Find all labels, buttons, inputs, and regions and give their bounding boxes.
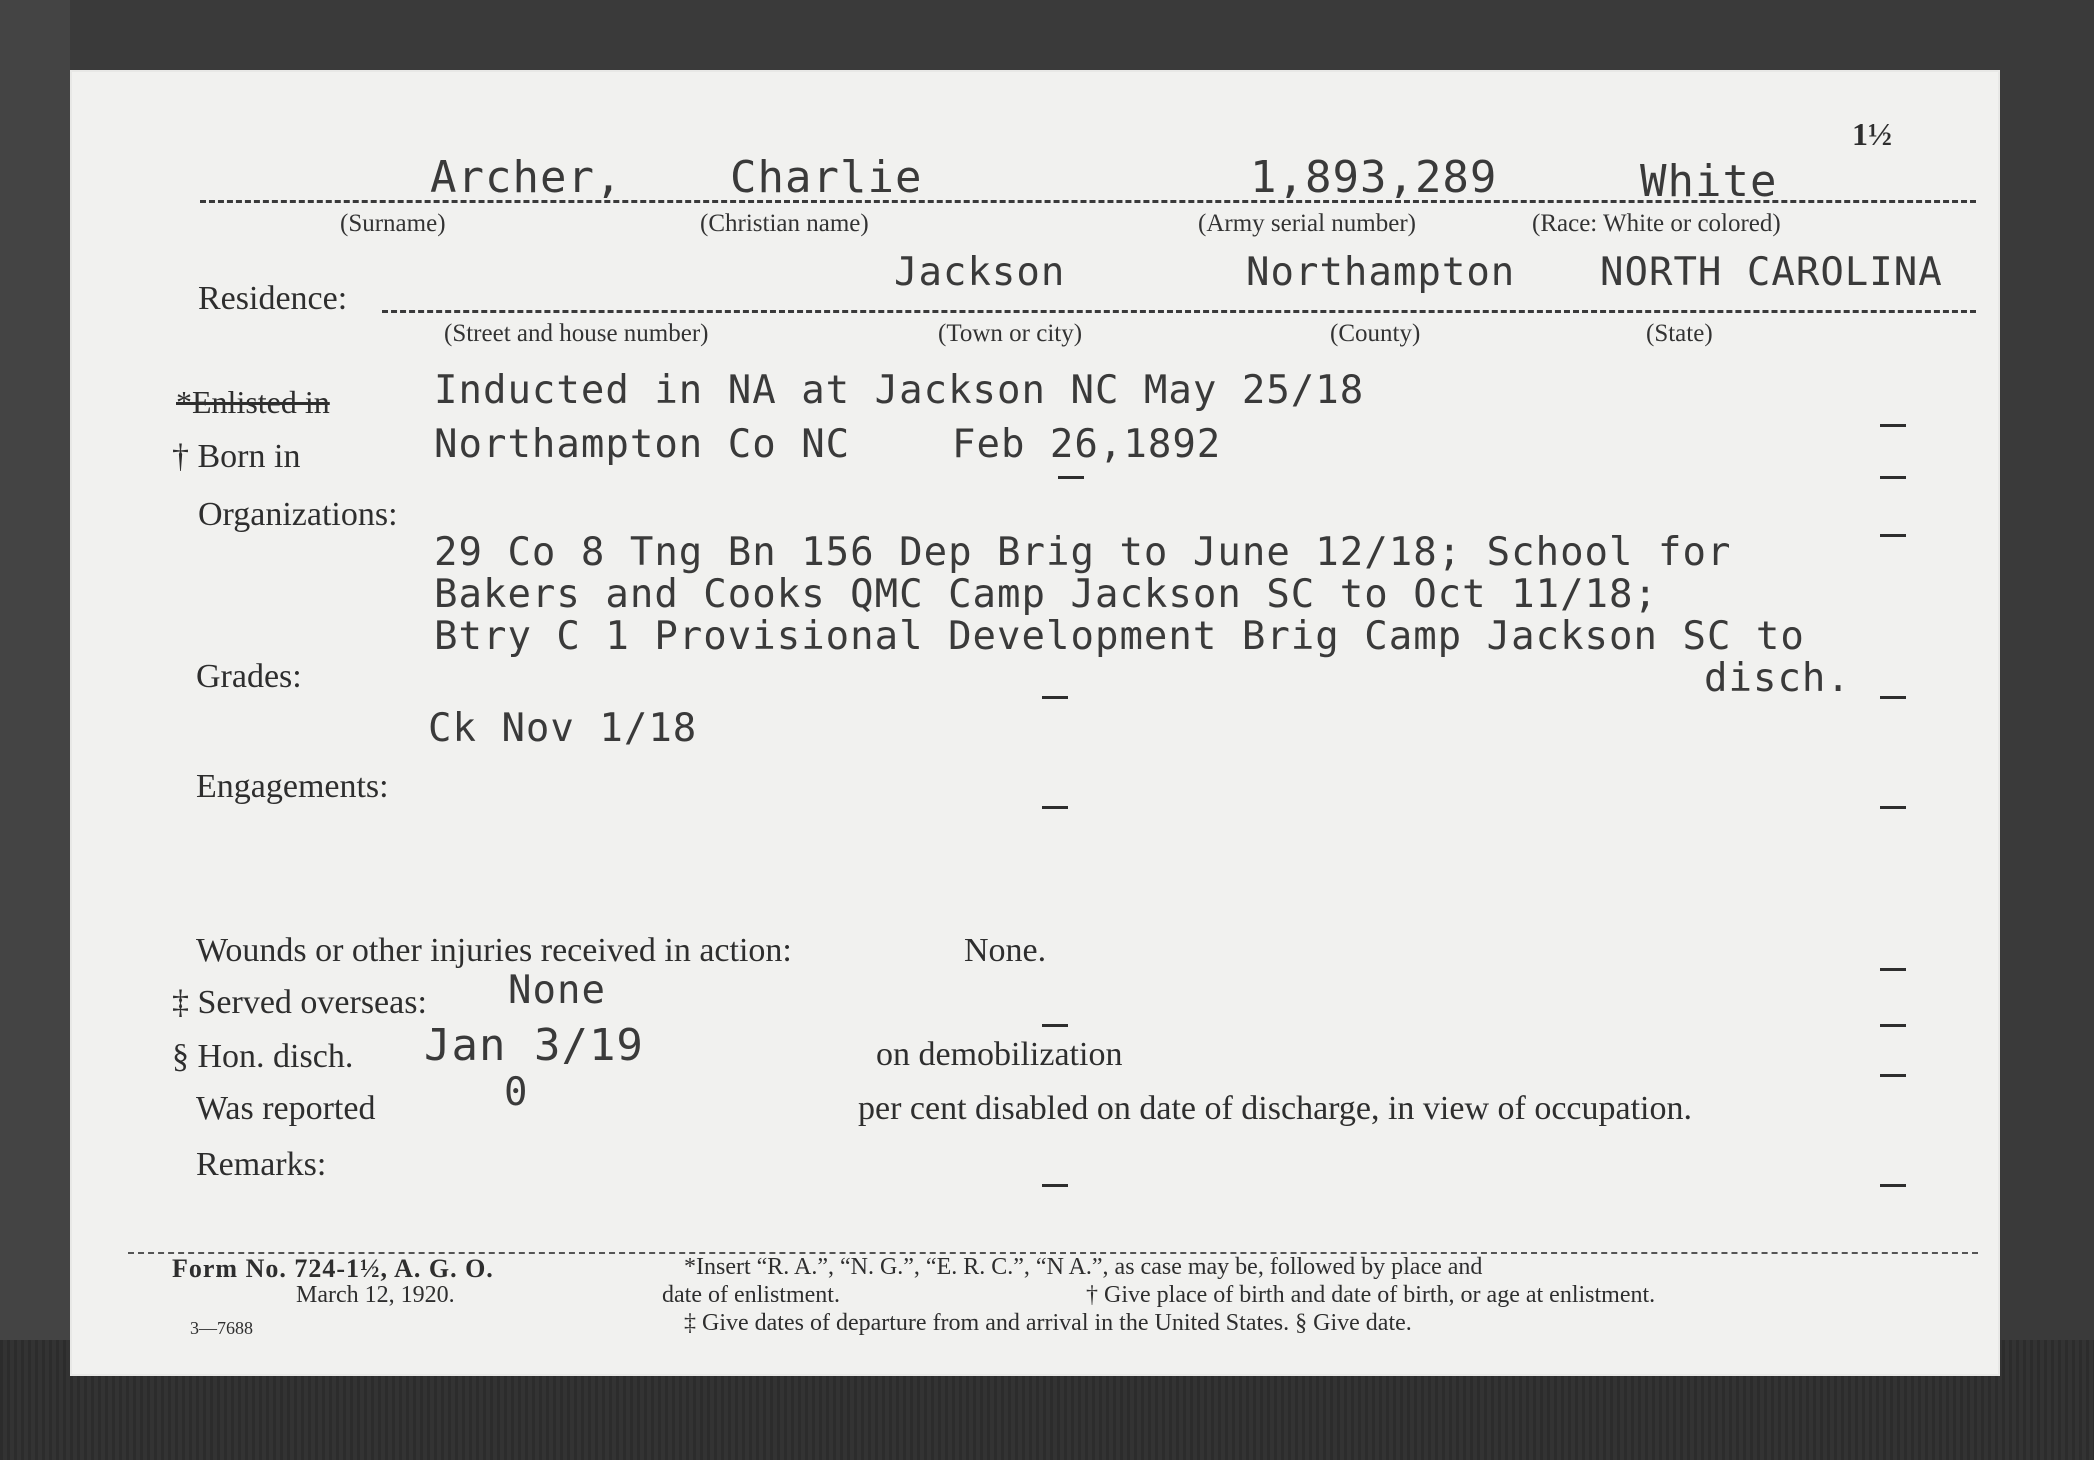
enlisted-value: Inducted in NA at Jackson NC May 25/18 [434, 368, 1365, 413]
reported-suffix: per cent disabled on date of discharge, in view of occupation. [858, 1090, 1692, 1127]
engagements-tick [1880, 806, 1906, 809]
residence-town: Jackson [894, 250, 1066, 295]
born-place: Northampton Co NC [434, 422, 851, 467]
serial-number-value: 1,893,289 [1250, 152, 1498, 203]
grades-tick [1880, 696, 1906, 699]
reported-label: Was reported [196, 1090, 376, 1127]
residence-rule [382, 310, 1976, 313]
overseas-tick [1880, 1024, 1906, 1027]
footer-note-2b: † Give place of birth and date of birth, or age at enlistment. [1086, 1282, 1656, 1308]
remarks-tick-mid [1042, 1184, 1068, 1187]
card-number: 1½ [1852, 116, 1892, 152]
hon-disch-value: Jan 3/19 [424, 1020, 644, 1071]
residence-state: NORTH CAROLINA [1600, 250, 1943, 295]
hon-disch-suffix: on demobilization [876, 1036, 1123, 1073]
reported-value: 0 [504, 1070, 529, 1115]
enlisted-label: *Enlisted in [176, 384, 330, 420]
header-rule [200, 200, 1976, 203]
organizations-line-1: 29 Co 8 Tng Bn 156 Dep Brig to June 12/18; School for [434, 530, 1732, 575]
overseas-value: None [508, 968, 606, 1013]
remarks-label: Remarks: [196, 1146, 327, 1183]
organizations-line-2: Bakers and Cooks QMC Camp Jackson SC to Oct 11/18; [434, 572, 1658, 617]
organizations-tick [1880, 534, 1906, 537]
race-value: White [1640, 156, 1778, 207]
street-label: (Street and house number) [444, 320, 709, 347]
wounds-value: None. [964, 932, 1047, 969]
wounds-tick [1880, 968, 1906, 971]
footer-note-1: *Insert “R. A.”, “N. G.”, “E. R. C.”, “N A.”, as case may be, followed by place and [684, 1254, 1483, 1280]
engagements-label: Engagements: [196, 768, 389, 805]
hon-disch-tick [1880, 1074, 1906, 1077]
born-tick-mid [1058, 476, 1084, 479]
engagements-tick-mid [1042, 806, 1068, 809]
form-date: March 12, 1920. [296, 1282, 455, 1308]
enlisted-tick [1880, 424, 1906, 427]
serial-number-label: (Army serial number) [1198, 210, 1416, 237]
christian-name-label: (Christian name) [700, 210, 869, 237]
overseas-label: ‡ Served overseas: [172, 984, 427, 1021]
grades-tick-mid [1042, 696, 1068, 699]
wounds-label: Wounds or other injuries received in action: [196, 932, 792, 969]
overseas-tick-mid [1042, 1024, 1068, 1027]
town-label: (Town or city) [938, 320, 1083, 347]
organizations-line-4: disch. [1704, 656, 1851, 701]
surname-value: Archer, [430, 152, 623, 203]
print-code: 3—7688 [190, 1318, 253, 1338]
organizations-line-3: Btry C 1 Provisional Development Brig Camp Jackson SC to [434, 614, 1805, 659]
residence-county: Northampton [1246, 250, 1516, 295]
footer-note-3: ‡ Give dates of departure from and arrival in the United States. § Give date. [684, 1310, 1412, 1336]
county-label: (County) [1330, 320, 1421, 347]
state-label: (State) [1646, 320, 1713, 347]
surname-label: (Surname) [340, 210, 446, 237]
footer-note-2a: date of enlistment. [662, 1282, 840, 1308]
form-number: Form No. 724-1½, A. G. O. [172, 1254, 494, 1283]
christian-name-value: Charlie [730, 152, 923, 203]
born-label: † Born in [172, 438, 301, 475]
grades-value: Ck Nov 1/18 [428, 706, 698, 751]
organizations-label: Organizations: [198, 496, 398, 533]
born-date: Feb 26,1892 [952, 422, 1222, 467]
race-label: (Race: White or colored) [1532, 210, 1781, 237]
grades-label: Grades: [196, 658, 302, 695]
born-tick [1880, 476, 1906, 479]
background-left [0, 0, 70, 1460]
service-record-card [72, 72, 1998, 1374]
residence-label: Residence: [198, 280, 348, 317]
remarks-tick [1880, 1184, 1906, 1187]
hon-disch-label: § Hon. disch. [172, 1038, 354, 1075]
